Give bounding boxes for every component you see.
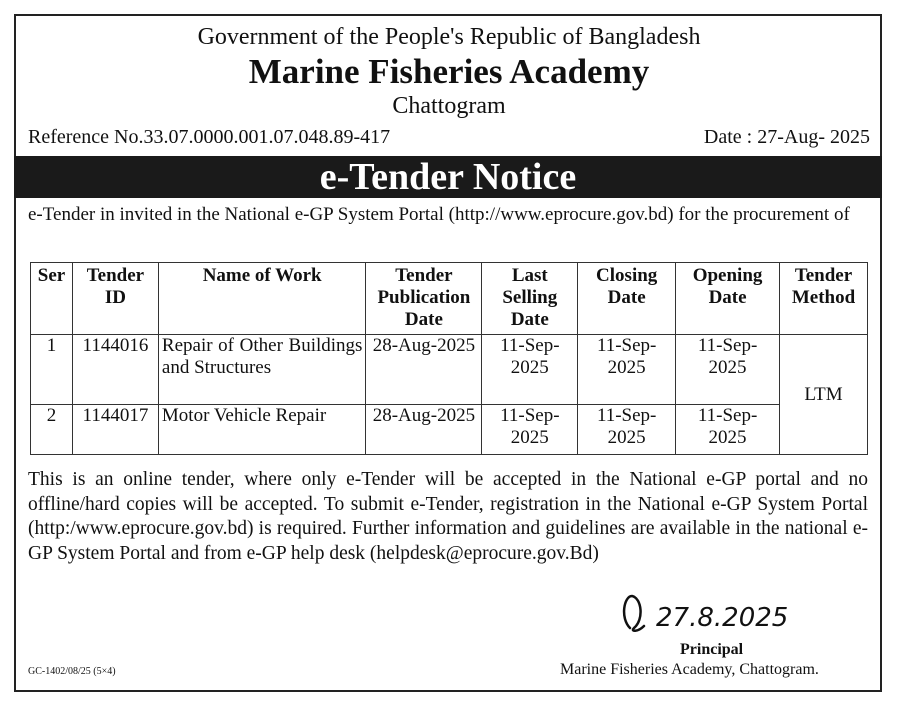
notice-date: Date : 27-Aug- 2025: [703, 126, 870, 148]
cell-opening-date: 11-Sep-2025: [676, 405, 780, 455]
signature-date: 27.8.2025: [656, 603, 789, 633]
academy-name: Marine Fisheries Academy: [248, 52, 650, 91]
col-header-opening-date: Opening Date: [676, 263, 780, 335]
intro-text: e-Tender in invited in the National e-GP System Portal (http://www.eprocure.gov.bd) for the procurement of: [28, 204, 850, 225]
tender-table: [30, 262, 868, 455]
footer-code: GC-1402/08/25 (5×4): [28, 666, 116, 677]
cell-last-selling-date: 11-Sep-2025: [482, 335, 578, 405]
government-line: Government of the People's Republic of Bangladesh: [197, 24, 701, 50]
signature: [614, 588, 814, 636]
col-header-tender-id: Tender ID: [72, 263, 158, 335]
col-header-tender-method: Tender Method: [780, 263, 868, 335]
cell-closing-date: 11-Sep-2025: [578, 335, 676, 405]
cell-ser: 2: [31, 405, 73, 455]
cell-name-of-work: Motor Vehicle Repair: [158, 405, 366, 455]
col-header-closing-date: Closing Date: [578, 263, 676, 335]
cell-closing-date: 11-Sep-2025: [578, 405, 676, 455]
city-name: Chattogram: [392, 93, 506, 119]
signatory-role: Principal: [680, 641, 744, 658]
reference-row: [28, 124, 870, 150]
col-header-publication-date: Tender Publication Date: [366, 263, 482, 335]
signatory-organization: Marine Fisheries Academy, Chattogram.: [560, 661, 819, 678]
col-header-name-of-work: Name of Work: [158, 263, 366, 335]
col-header-ser: Ser: [31, 263, 73, 335]
cell-ser: 1: [31, 335, 73, 405]
col-header-last-selling-date: Last Selling Date: [482, 263, 578, 335]
notice-title: e-Tender Notice: [319, 156, 577, 198]
instructions-text: This is an online tender, where only e-Tender will be accepted in the National e-GP portal and no offline/hard copies will be accepted. To submit e-Tender, registration in the National e-GP System Portal (http:/www.eprocure.gov.bd) is required. Further information and guidelines are available in the national e-GP System Portal and from e-GP help desk (helpdesk@eprocure.gov.Bd): [28, 469, 868, 564]
notice-title-bar: [14, 156, 882, 198]
table-row: [31, 405, 868, 455]
signature-mark: [624, 596, 644, 631]
cell-publication-date: 28-Aug-2025: [366, 405, 482, 455]
table-header-row: [31, 263, 868, 335]
cell-publication-date: 28-Aug-2025: [366, 335, 482, 405]
reference-number: Reference No.33.07.0000.001.07.048.89-417: [28, 126, 391, 148]
cell-name-of-work: Repair of Other Buildings and Structures: [158, 335, 366, 405]
cell-opening-date: 11-Sep-2025: [676, 335, 780, 405]
table-row: [31, 335, 868, 405]
cell-tender-method: LTM: [780, 335, 868, 455]
notice-header: [28, 22, 870, 150]
cell-tender-id: 1144016: [72, 335, 158, 405]
cell-last-selling-date: 11-Sep-2025: [482, 405, 578, 455]
cell-tender-id: 1144017: [72, 405, 158, 455]
